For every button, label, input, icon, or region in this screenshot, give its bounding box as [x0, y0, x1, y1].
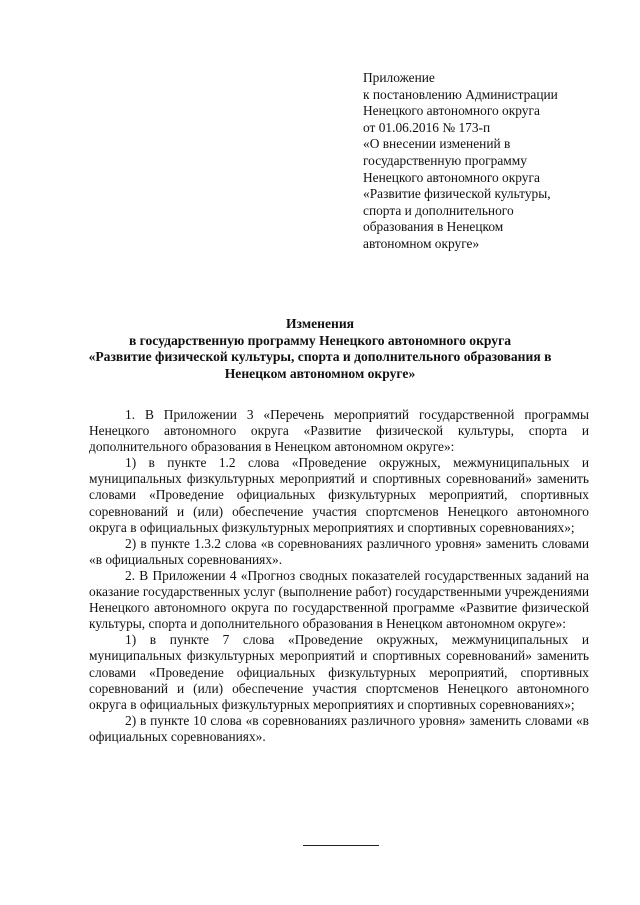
appendix-line: Приложение: [363, 70, 435, 85]
appendix-line: Ненецкого автономного округа: [363, 103, 540, 119]
appendix-line: государственную программу: [363, 152, 527, 168]
body-paragraph: 1) в пункте 1.2 слова «Проведение окружных, межмуниципальных и муниципальных физкультурных мероприятий и спортивных соревнований» заменить словами «Проведение официальных физкультурных мероприятий, спортивных соревнований и (или) обеспечение участия спортсменов Ненецкого автономного округа в официальных физкультурных мероприятиях и спортивных соревнованиях»;: [89, 455, 589, 535]
body-paragraph: 2) в пункте 10 слова «в соревнованиях различного уровня» заменить словами «в официальных соревнованиях».: [89, 712, 589, 744]
appendix-line: образования в Ненецком: [363, 219, 504, 235]
closing-divider: [303, 845, 379, 846]
appendix-line: спорта и дополнительного: [363, 202, 514, 218]
heading-line: Ненецком автономном округе»: [224, 365, 416, 381]
appendix-line: от 01.06.2016 № 173-п: [363, 119, 491, 135]
document-heading: [60, 316, 580, 382]
body-paragraph: 1) в пункте 7 слова «Проведение окружных, межмуниципальных и муниципальных физкультурных мероприятий и спортивных соревнований» заменить словами «Проведение официальных физкультурных мероприятий, спортивных соревнований и (или) обеспечение участия спортсменов Ненецкого автономного округа в официальных физкультурных мероприятиях и спортивных соревнованиях»;: [89, 632, 589, 712]
appendix-line: «О внесении изменений в: [363, 136, 511, 152]
heading-title: Изменения: [285, 316, 355, 331]
heading-line: в государственную программу Ненецкого автономного округа: [128, 332, 512, 348]
body-paragraph: 1. В Приложении 3 «Перечень мероприятий государственной программы Ненецкого автономного округа «Развитие физической культуры, спорта и дополнительного образования в Ненецком автономном округе»:: [89, 407, 589, 455]
appendix-line: Ненецкого автономного округа: [363, 169, 540, 185]
body-paragraph: 2. В Приложении 4 «Прогноз сводных показателей государственных заданий на оказание государственных услуг (выполнение работ) государственными учреждениями Ненецкого автономного округа по государственной программе «Развитие физической культуры, спорта и дополнительного образования в Ненецком автономном округе»:: [89, 567, 589, 632]
appendix-line: «Развитие физической культуры,: [363, 186, 551, 202]
appendix-block: [363, 70, 603, 253]
body-paragraph: 2) в пункте 1.3.2 слова «в соревнованиях различного уровня» заменить словами «в официальных соревнованиях».: [89, 535, 589, 567]
appendix-line: к постановлению Администрации: [363, 86, 558, 102]
heading-line: «Развитие физической культуры, спорта и дополнительного образования в: [88, 349, 552, 364]
appendix-line: автономном округе»: [363, 235, 480, 251]
document-body: [89, 407, 589, 745]
